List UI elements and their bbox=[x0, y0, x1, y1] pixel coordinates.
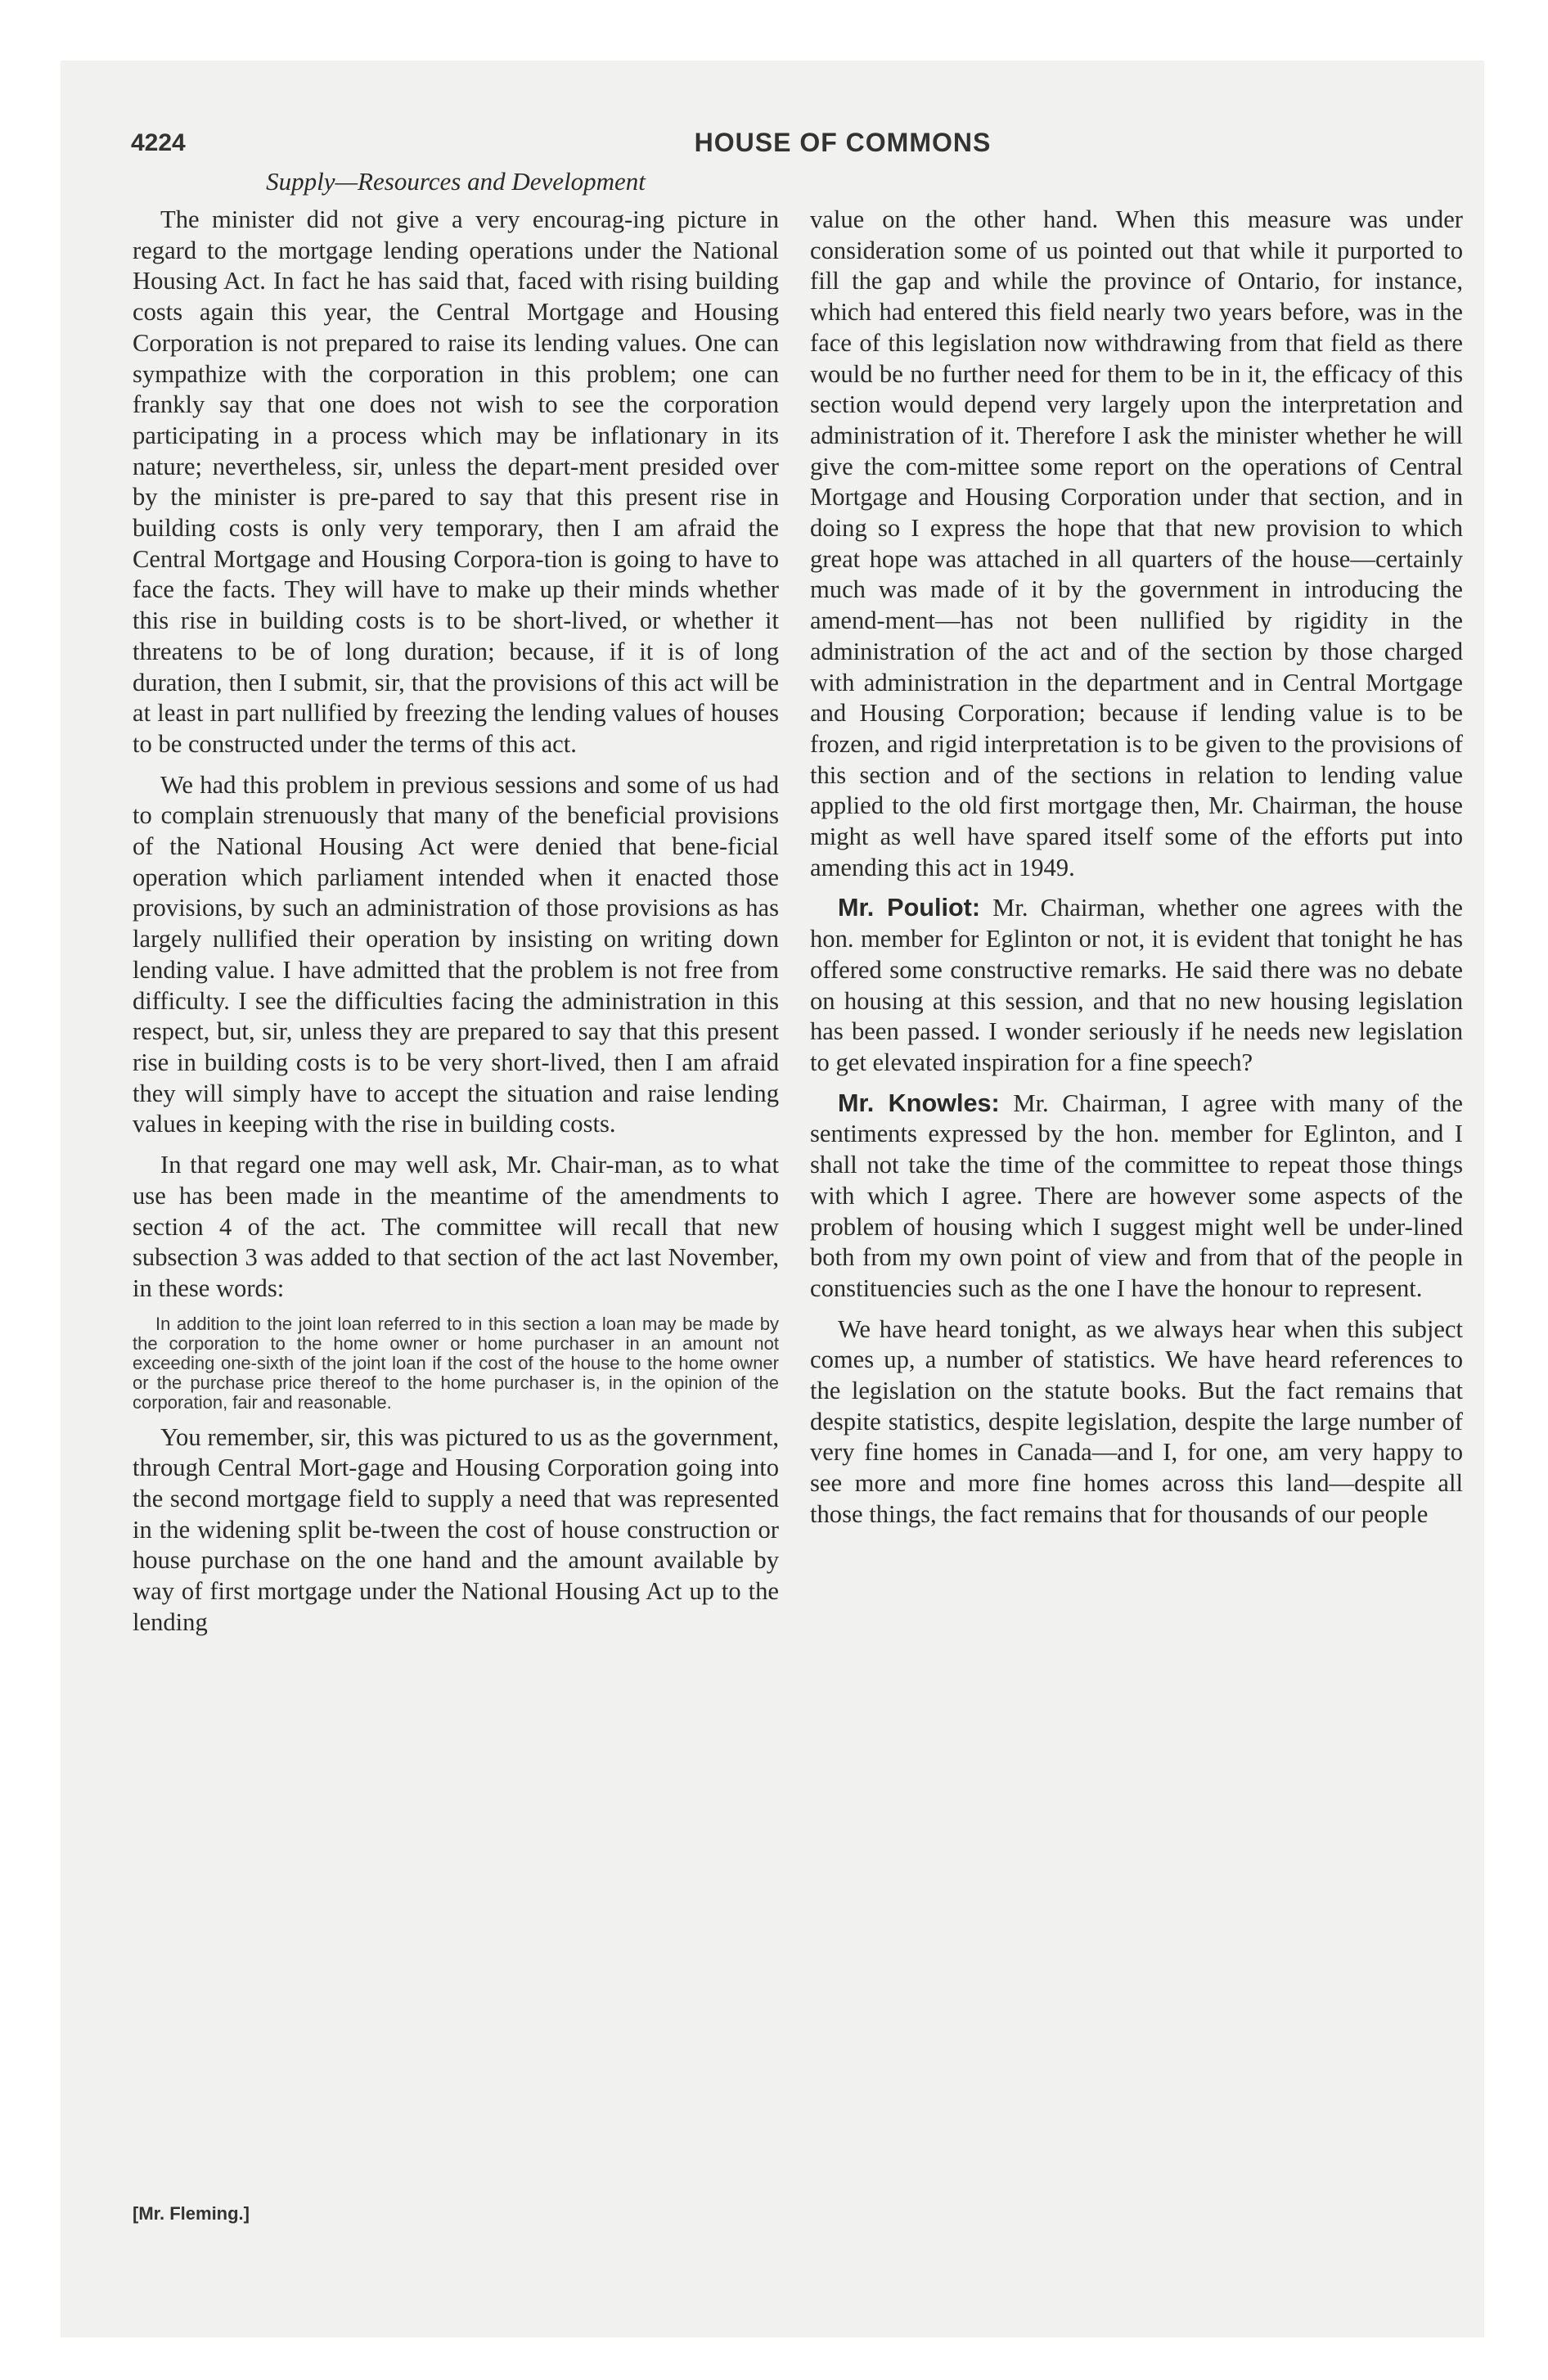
page-number: 4224 bbox=[131, 129, 186, 156]
paragraph: We have heard tonight, as we always hear when this subject comes up, a number of statistics. We have heard references to the legislation on the statute books. But the fact remains that despite statistics, despite legislation, despite the large number of very fine homes in Canada—and I, for one, am very happy to see more and more fine homes across this land—despite all those things, the fact remains that for thousands of our people bbox=[810, 1314, 1463, 1528]
paragraph: The minister did not give a very encourag-ing picture in regard to the mortgage lending operations under the National Housing Act. In fact he has said that, faced with rising building costs again this year, the Central Mortgage and Housing Corporation is not prepared to raise its lending values. One can sympathize with the corporation in this problem; one can frankly say that one does not wish to see the corporation participating in a process which may be inflationary in its nature; nevertheless, sir, unless the depart-ment presided over by the minister is pre-pared to say that this present rise in building costs is only very temporary, then I am afraid the Central Mortgage and Housing Corpora-tion is going to have to face the facts. They will have to make up their minds whether this rise in building costs is to be short-lived, or whether it threatens to be of long duration; because, if it is of long duration, then I submit, sir, that the provisions of this act will be at least in part nullified by freezing the lending values of houses to be constructed under the terms of this act. bbox=[133, 205, 779, 758]
running-title: HOUSE OF COMMONS bbox=[694, 128, 992, 157]
paragraph: value on the other hand. When this measure was under consideration some of us pointed out that while it purported to fill the gap and while the province of Ontario, for instance, which had entered this field nearly two years before, was in the face of this legislation now withdrawing from that field as there would be no further need for them to be in it, the efficacy of this section would depend very largely upon the interpretation and administration of it. Therefore I ask the minister whether he will give the com-mittee some report on the operations of Central Mortgage and Housing Corporation under that section, and in doing so I express the hope that that new provision to which great hope was attached in all quarters of the house—certainly much was made of it by the government in introducing the amend-ment—has not been nullified by rigidity in the administration of the act and of the section by those charged with administration in the department and in Central Mortgage and Housing Corporation; because if lending value is to be frozen, and rigid interpretation is to be given to the provisions of this section and of the sections in relation to lending value applied to the old first mortgage then, Mr. Chairman, the house might as well have spared itself some of the efforts put into amending this act in 1949. bbox=[810, 205, 1463, 881]
speech-pouliot bbox=[810, 893, 1463, 1078]
speech-knowles bbox=[810, 1089, 1463, 1305]
left-column bbox=[133, 205, 779, 1648]
section-subhead: Supply—Resources and Development bbox=[266, 167, 646, 196]
speaker-name: Mr. Pouliot: bbox=[838, 894, 981, 922]
speech-text: Mr. Chairman, I agree with many of the sentiments expressed by the hon. member for Eglinton, and I shall not take the time of the committee to repeat those things with which I agree. There are however some aspects of the problem of housing which I suggest might well be under-lined both from my own point of view and from that of the people in constituencies such as the one I have the honour to represent. bbox=[810, 1089, 1464, 1302]
paragraph: In that regard one may well ask, Mr. Chair-man, as to what use has been made in the meantime of the amendments to section 4 of the act. The committee will recall that new subsection 3 was added to that section of the act last November, in these words: bbox=[133, 1151, 779, 1302]
paragraph: We had this problem in previous sessions and some of us had to complain strenuously that many of the beneficial provisions of the National Housing Act were denied that bene-ficial operation which parliament intended when it enacted those provisions, by such an administration of those provisions as has largely nullified their operation by insisting on writing down lending value. I have admitted that the problem is not free from difficulty. I see the difficulties facing the administration in this respect, but, sir, unless they are prepared to say that this present rise in building costs is to be very short-lived, then I am afraid they will simply have to accept the situation and raise lending values in keeping with the rise in building costs. bbox=[133, 770, 779, 1138]
right-column bbox=[810, 205, 1463, 1540]
speaker-name: Mr. Knowles: bbox=[838, 1089, 1000, 1117]
paragraph: You remember, sir, this was pictured to us as the government, through Central Mort-gage and Housing Corporation going into the second mortgage field to supply a need that was represented in the widening split be-tween the cost of house construction or house purchase on the one hand and the amount available by way of first mortgage under the National Housing Act up to the lending bbox=[133, 1422, 779, 1636]
speech-text: Mr. Chairman, whether one agrees with the hon. member for Eglinton or not, it is evident that tonight he has offered some constructive remarks. He said there was no debate on housing at this session, and that no new housing legislation has been passed. I wonder seriously if he needs new legislation to get elevated inspiration for a fine speech? bbox=[810, 894, 1463, 1076]
speaker-attribution: [Mr. Fleming.] bbox=[133, 2203, 250, 2224]
quoted-statute: In addition to the joint loan referred to in this section a loan may be made by the corporation to the home owner or home purchaser in an amount not exceeding one-sixth of the joint loan if the cost of the house to the home owner or the purchase price thereof to the home purchaser is, in the opinion of the corporation, fair and reasonable. bbox=[133, 1313, 779, 1413]
